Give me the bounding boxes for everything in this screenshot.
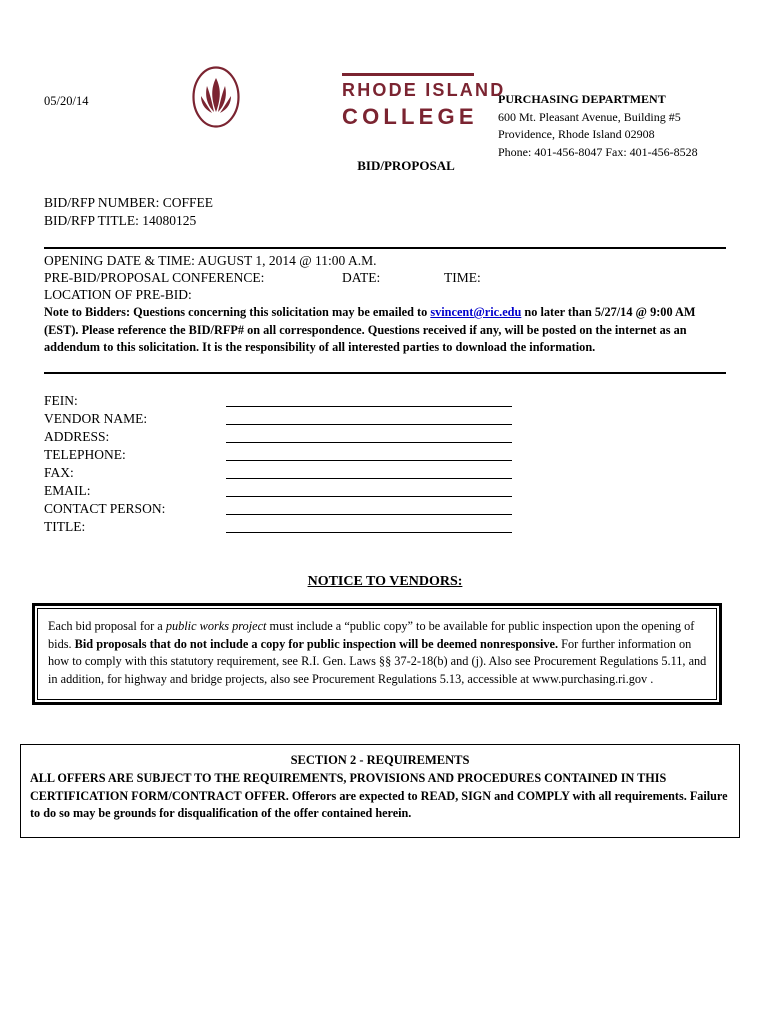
section-2-title: SECTION 2 - REQUIREMENTS xyxy=(290,753,470,767)
note-to-bidders xyxy=(44,304,728,357)
college-seal-logo xyxy=(192,66,240,128)
field-label: TELEPHONE: xyxy=(44,447,126,462)
note-prefix: Note to Bidders: Questions concerning this solicitation may be emailed to xyxy=(44,305,431,319)
divider-middle xyxy=(44,372,726,374)
section-2-text: ALL OFFERS ARE SUBJECT TO THE REQUIREMENTS, PROVISIONS AND PROCEDURES CONTAINED IN THIS CERTIFICATION FORM/CONTRACT OFFER. Offerors are expected to READ, SIGN and COMPLY with all requirements. Failure to do so may be grounds for disqualification of the offer contained herein. xyxy=(30,771,728,820)
rfp-number: BID/RFP NUMBER: COFFEE xyxy=(44,195,214,210)
notice-title: NOTICE TO VENDORS: xyxy=(307,574,463,589)
title-input-line[interactable] xyxy=(226,532,512,533)
fax-input-line[interactable] xyxy=(226,478,512,479)
form-title: BID/PROPOSAL xyxy=(357,158,455,173)
field-label: TITLE: xyxy=(44,519,86,534)
vendor-name-field xyxy=(44,411,514,429)
phone-fax: Phone: 401-456-8047 Fax: 401-456-8528 xyxy=(498,144,698,159)
vendor-info-fields xyxy=(44,393,514,537)
field-label: FEIN: xyxy=(44,393,78,408)
notice-text xyxy=(37,608,717,700)
telephone-field xyxy=(44,447,514,465)
rfp-info xyxy=(44,194,213,229)
notice-text-1: Each bid proposal for a xyxy=(48,619,166,633)
conference-time-label: TIME: xyxy=(444,270,481,285)
logo-wordmark-line2: COLLEGE xyxy=(342,104,478,129)
notice-text-bold: Bid proposals that do not include a copy for public inspection will be deemed nonresponsive. xyxy=(74,636,559,651)
title-field xyxy=(44,519,514,537)
opening-info xyxy=(44,252,726,303)
fax-field xyxy=(44,465,514,483)
field-label: CONTACT PERSON: xyxy=(44,501,166,516)
conference-date-label: DATE: xyxy=(342,270,381,285)
logo-wordmark-line1: RHODE ISLAND xyxy=(342,80,506,100)
notice-text-3: For further information on how to comply with this statutory requirement, see R.I. Gen. Laws §§ 37-2-18(b) and (j). Also see Procurement Regulations 5.11, and in addition, for highway and bridge projects, also see Procurement Regulations 5.13, accessible at www.purchasing.ri.gov . xyxy=(48,636,707,686)
document-date: 05/20/14 xyxy=(44,94,89,108)
telephone-input-line[interactable] xyxy=(226,460,512,461)
divider-top xyxy=(44,247,726,249)
note-suffix: no later than 5/27/14 @ 9:00 AM (EST). Please reference the BID/RFP# on all correspondence. Questions received if any, will be posted on the internet as an addendum to this solicitation. It is the responsibility of all interested parties to download the information. xyxy=(44,305,696,354)
address-input-line[interactable] xyxy=(226,442,512,443)
address-field xyxy=(44,429,514,447)
field-label: EMAIL: xyxy=(44,483,91,498)
field-label: VENDOR NAME: xyxy=(44,411,148,426)
address-line-1: 600 Mt. Pleasant Avenue, Building #5 xyxy=(498,109,681,124)
field-label: FAX: xyxy=(44,465,74,480)
email-input-line[interactable] xyxy=(226,496,512,497)
fein-field xyxy=(44,393,514,411)
fein-input-line[interactable] xyxy=(226,406,512,407)
rfp-title: BID/RFP TITLE: 14080125 xyxy=(44,212,197,228)
email-field xyxy=(44,483,514,501)
field-label: ADDRESS: xyxy=(44,429,110,444)
notice-box xyxy=(32,603,722,705)
vendor-name-input-line[interactable] xyxy=(226,424,512,425)
contact-email-link[interactable]: svincent@ric.edu xyxy=(430,305,522,319)
section-2-box xyxy=(20,744,740,838)
pre-bid-location: LOCATION OF PRE-BID: xyxy=(44,287,192,302)
department-name: PURCHASING DEPARTMENT xyxy=(498,92,666,106)
opening-date-time: OPENING DATE & TIME: AUGUST 1, 2014 @ 11:00 A.M. xyxy=(44,253,377,268)
contact-person-field xyxy=(44,501,514,519)
notice-text-italic: public works project xyxy=(165,619,267,633)
notice-text-2: must include a “public copy” to be available for public inspection upon the opening of bids. xyxy=(48,619,695,651)
brand-bar xyxy=(342,73,474,76)
conference-label: PRE-BID/PROPOSAL CONFERENCE: xyxy=(44,270,265,285)
department-info xyxy=(498,91,698,161)
address-line-2: Providence, Rhode Island 02908 xyxy=(498,127,655,141)
contact-person-input-line[interactable] xyxy=(226,514,512,515)
pre-bid-conference-row xyxy=(44,269,726,286)
